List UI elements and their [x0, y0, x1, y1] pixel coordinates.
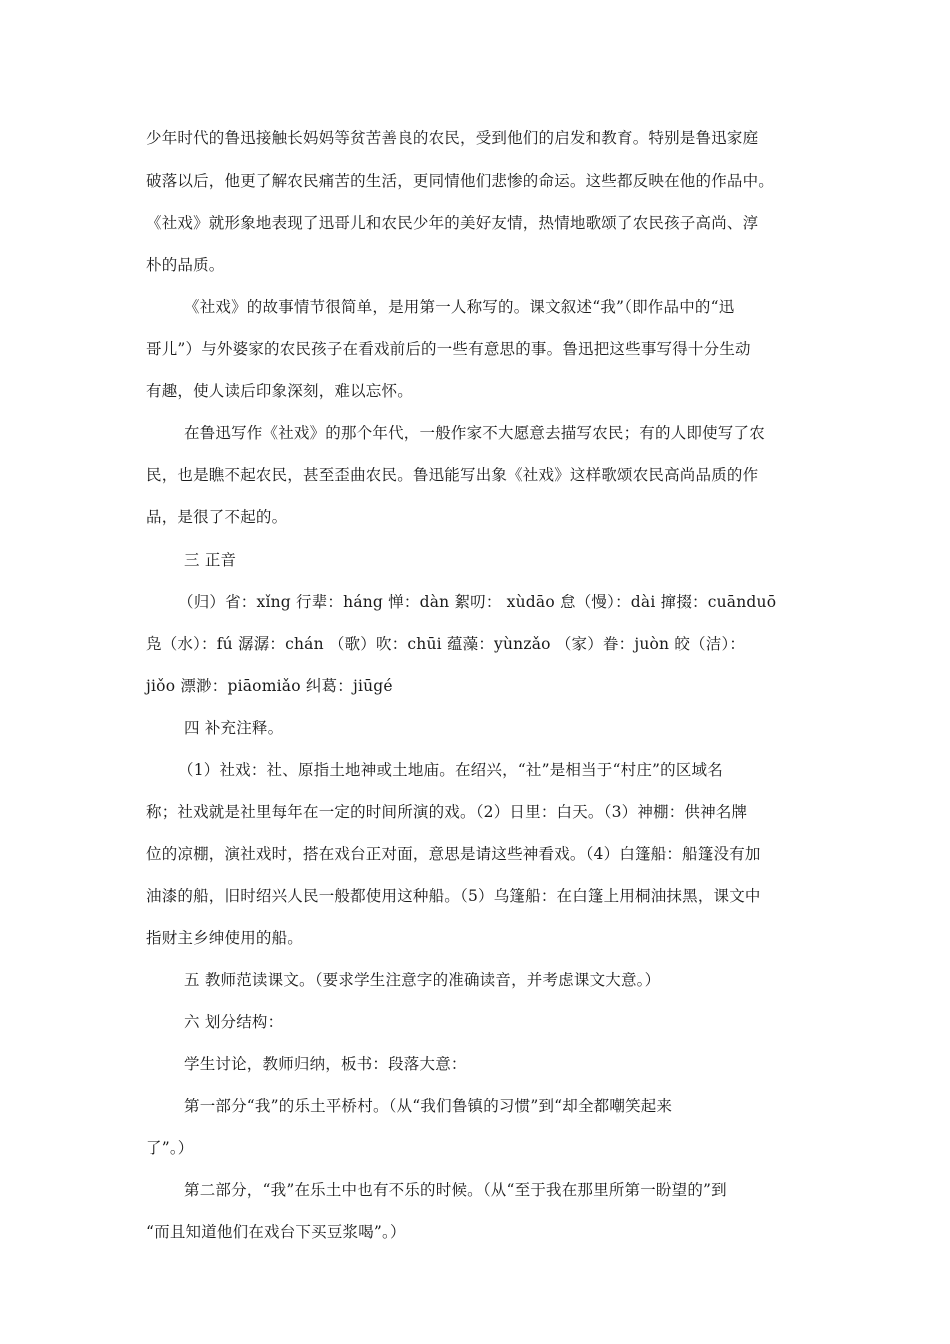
annotation-line: （1）社戏：社、原指土地神或土地庙。在绍兴，“社”是相当于“村庄”的区域名	[178, 761, 723, 779]
pronunciation-line: （归）省：xǐng 行辈：háng 惮：dàn 絮叨： xùdāo 怠（慢）：dài 撺掇：cuānduō	[178, 593, 777, 611]
paragraph-line: 有趣，使人读后印象深刻，难以忘怀。	[146, 382, 413, 400]
pronunciation-line: jiǒo 漂渺：piāomiǎo 纠葛：jiūgé	[146, 677, 393, 695]
paragraph-line: 《社戏》就形象地表现了迅哥儿和农民少年的美好友情，热情地歌颂了农民孩子高尚、淳	[146, 214, 759, 232]
paragraph-line: 朴的品质。	[146, 256, 225, 274]
annotation-line: 油漆的船，旧时绍兴人民一般都使用这种船。（5）乌篷船：在白篷上用桐油抹黑，课文中	[146, 887, 761, 905]
section-heading: 五 教师范读课文。（要求学生注意字的准确读音，并考虑课文大意。）	[184, 971, 661, 989]
paragraph-line: 《社戏》的故事情节很简单，是用第一人称写的。课文叙述“我”（即作品中的“迅	[184, 298, 735, 316]
paragraph-line: “而且知道他们在戏台下买豆浆喝”。）	[146, 1223, 406, 1241]
paragraph-line: 品，是很了不起的。	[146, 508, 288, 526]
section-heading: 四 补充注释。	[184, 719, 284, 737]
paragraph-line: 学生讨论，教师归纳，板书：段落大意：	[184, 1055, 467, 1073]
section-heading: 六 划分结构：	[184, 1013, 284, 1031]
paragraph-line: 少年时代的鲁迅接触长妈妈等贫苦善良的农民，受到他们的启发和教育。特别是鲁迅家庭	[146, 129, 759, 147]
pronunciation-line: 凫（水）：fú 潺潺：chán （歌）吹：chūi 蕴藻：yùnzǎo （家）眷：juòn 皎（洁）：	[146, 635, 746, 653]
paragraph-line: 民，也是瞧不起农民，甚至歪曲农民。鲁迅能写出象《社戏》这样歌颂农民高尚品质的作	[146, 466, 759, 484]
paragraph-line: 在鲁迅写作《社戏》的那个年代，一般作家不大愿意去描写农民；有的人即使写了农	[184, 424, 765, 442]
section-heading: 三 正音	[184, 551, 237, 569]
paragraph-line: 破落以后，他更了解农民痛苦的生活，更同情他们悲惨的命运。这些都反映在他的作品中。	[146, 172, 775, 190]
paragraph-line: 第一部分“我”的乐土平桥村。（从“我们鲁镇的习惯”到“却全都嘲笑起来	[184, 1097, 673, 1115]
annotation-line: 指财主乡绅使用的船。	[146, 929, 304, 947]
paragraph-line: 了”。）	[146, 1139, 194, 1157]
paragraph-line: 第二部分，“我”在乐土中也有不乐的时候。（从“至于我在那里所第一盼望的”到	[184, 1181, 727, 1199]
annotation-line: 称；社戏就是社里每年在一定的时间所演的戏。（2）日里：白天。（3）神棚：供神名牌	[146, 803, 748, 821]
annotation-line: 位的凉棚，演社戏时，搭在戏台正对面，意思是请这些神看戏。（4）白篷船：船篷没有加	[146, 845, 761, 863]
paragraph-line: 哥儿”）与外婆家的农民孩子在看戏前后的一些有意思的事。鲁迅把这些事写得十分生动	[146, 340, 751, 358]
